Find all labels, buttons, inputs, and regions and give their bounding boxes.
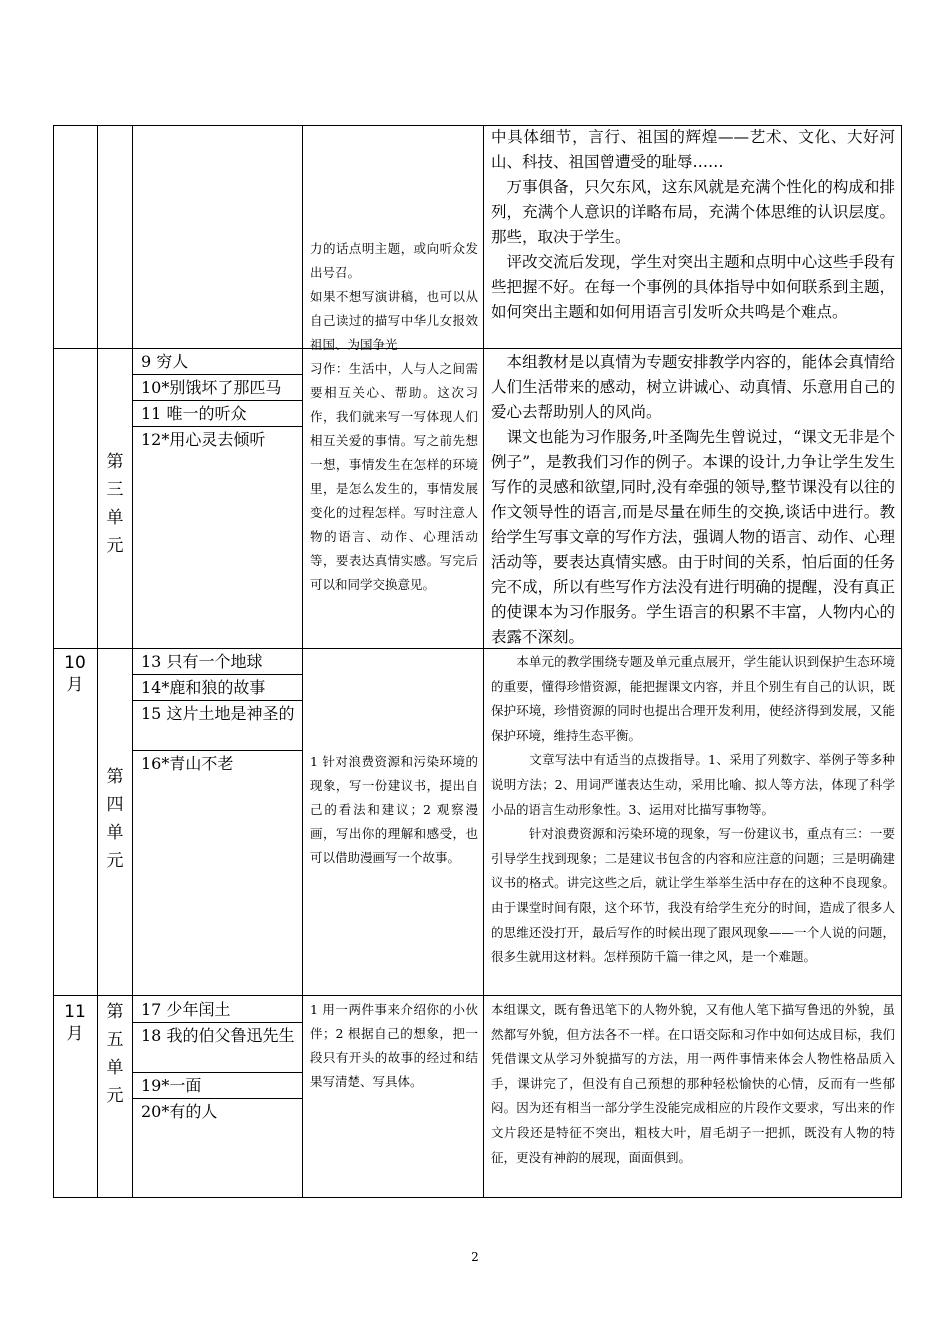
lesson-line [132,400,302,401]
reflection-paragraph: 文章写法中有适当的点拨指导。1、采用了列数字、举例子等多种说明方法；2、用词严谨表达生动，采用比喻、拟人等方法，体现了科学小品的语言生动形象性。3、运用对比描写事物等。 [491,752,895,817]
month-label-november [55,1001,95,1045]
table-border-left [53,125,54,1197]
col-sep-month [97,125,98,1197]
lesson-line [132,1072,302,1073]
continuation-task-text: 力的话点明主题，或向听众发出号召。 如果不想写演讲稿，也可以从自己读过的描写中华儿女报效祖国、为国争光 [310,241,478,352]
lesson-item: 9 穷人 [141,352,189,371]
lesson-item: 12*用心灵去倾听 [141,430,266,449]
unit-task: 1 用一两件事来介绍你的小伙伴；2 根据自己的想象，把一段只有开头的故事的经过和结果写清楚、写具体。 [310,1002,478,1089]
lesson-line [132,1022,302,1023]
unit-reflection [491,998,895,1170]
unit-reflection [491,650,895,970]
col-sep-lesson [302,125,303,1197]
page-number: 2 [471,1250,479,1264]
unit-reflection [491,350,895,650]
lesson-line [132,1098,302,1099]
lesson-item: 16*青山不老 [141,754,234,773]
unit-task: 习作：生活中，人与人之间需要相互关心、帮助。这次习作，我们就来写一写体现人们相互关爱的事情。写之前先想一想，事情发生在怎样的环境里，是怎么发生的，事情发展变化的过程怎样。写时注意人物的语言、动作、心理活动等，要表达真情实感。写完后可以和同学交换意见。 [310,361,478,592]
row-sep-month10 [53,348,97,349]
reflection-paragraph: 万事俱备，只欠东风，这东风就是充满个性化的构成和排列，充满个人意识的详略布局，充满个体思维的认识层度。 那些，取决于学生。 [491,178,895,246]
lesson-line [132,750,302,751]
reflection-paragraph: 本单元的教学围绕专题及单元重点展开，学生能认识到保护生态环境的重要，懂得珍惜资源，能把握课文内容，并且个别生有自己的认识，既保护环境，珍惜资源的同时也提出合理开发利用，使经济得到发展，又能保护环境，维持生态平衡。 [491,654,895,743]
table-border-right [901,125,902,1197]
reflection-paragraph: 本组教材是以真情为专题安排教学内容的，能体会真情给人们生活带来的感动，树立讲诚心、动真情、乐意用自己的爱心去帮助别人的风尚。 [491,353,895,421]
reflection-paragraph: 本组课文，既有鲁迅笔下的人物外貌，又有他人笔下描写鲁迅的外貌，虽然都写外貌，但方法各不一样。在口语交际和习作中如何达成目标，我们凭借课文从学习外貌描写的方法，用一两件事情来体会人物性格品质入手，课讲完了，但没有自己预想的那种轻松愉快的心情，反而有一些郁闷。因为还有相当一部分学生没能完成相应的片段作文要求，写出来的作文片段还是特征不突出，粗枝大叶，眉毛胡子一把抓，既没有人物的特征，更没有神韵的展现，面面俱到。 [491,1002,895,1165]
lesson-item: 17 少年闰土 [141,1000,231,1019]
lesson-line [132,700,302,701]
continuation-reflection [491,125,895,325]
lesson-line [132,426,302,427]
unit-name: 第五单元 [106,1002,124,1106]
lesson-item: 19*一面 [141,1076,202,1095]
col-sep-task [483,125,484,1197]
lesson-item: 10*别饿坏了那匹马 [141,378,282,397]
reflection-paragraph: 中具体细节，言行、祖国的辉煌——艺术、文化、大好河山、科技、祖国曾遭受的耻辱…… [491,128,895,171]
lesson-item: 18 我的伯父鲁迅先生 [141,1026,295,1045]
row-sep-3 [53,995,902,996]
lesson-line [132,674,302,675]
month-text: 11月 [64,1002,86,1044]
table-border-bottom [53,1197,902,1198]
month-text: 10月 [64,653,86,695]
unit-label-5 [100,998,130,1110]
reflection-paragraph: 课文也能为习作服务,叶圣陶先生曾说过，“课文无非是个例子”，是教我们习作的例子。本课的设计,力争让学生发生写作的灵感和欲望,同时,没有牵强的领导,整节课没有以往的作文领导性的语言,而是尽量在师生的交换,谈话中进行。教给学生写事文章的写作方法，强调人物的语言、动作、心理活动等，要表达真情实感。由于时间的关系，怕后面的任务完不成，所以有些写作方法没有进行明确的提醒，没有真正的使课本为习作服务。学生语言的积累不丰富，人物内心的表露不深刻。 [491,428,895,646]
lesson-line [132,374,302,375]
lesson-item: 13 只有一个地球 [141,652,263,671]
reflection-paragraph: 评改交流后发现，学生对突出主题和点明中心这些手段有些把握不好。在每一个事例的具体指导中如何联系到主题，如何突出主题和如何用语言引发听众共鸣是个难点。 [491,253,895,321]
unit-name: 第三单元 [106,452,124,556]
row-sep-1 [97,348,902,349]
unit-label-3 [100,448,130,560]
unit-task: 1 针对浪费资源和污染环境的现象，写一份建议书，提出自己的看法和建议；2 观察漫画，写出你的理解和感受，也可以借助漫画写一个故事。 [310,754,478,865]
lesson-item: 20*有的人 [141,1102,218,1121]
lesson-item: 14*鹿和狼的故事 [141,678,266,697]
col-sep-unit [132,125,133,1197]
month-label-october [55,652,95,696]
lesson-item: 15 这片土地是神圣的 [141,704,295,723]
lesson-item: 11 唯一的听众 [141,404,247,423]
reflection-paragraph: 针对浪费资源和污染环境的现象，写一份建议书，重点有三：一要引导学生找到现象；二是建议书包含的内容和应注意的问题；三是明确建议书的格式。讲完这些之后，就让学生举举生活中存在的这种不良现象。由于课堂时间有限，这个环节，我没有给学生充分的时间，造成了很多人的思维还没打开，最后写作的时候出现了跟风现象——一个人说的问题，很多生就用这材料。怎样预防千篇一律之风，是一个难题。 [491,826,895,965]
unit-label-4 [100,763,130,875]
unit-name: 第四单元 [106,767,124,871]
